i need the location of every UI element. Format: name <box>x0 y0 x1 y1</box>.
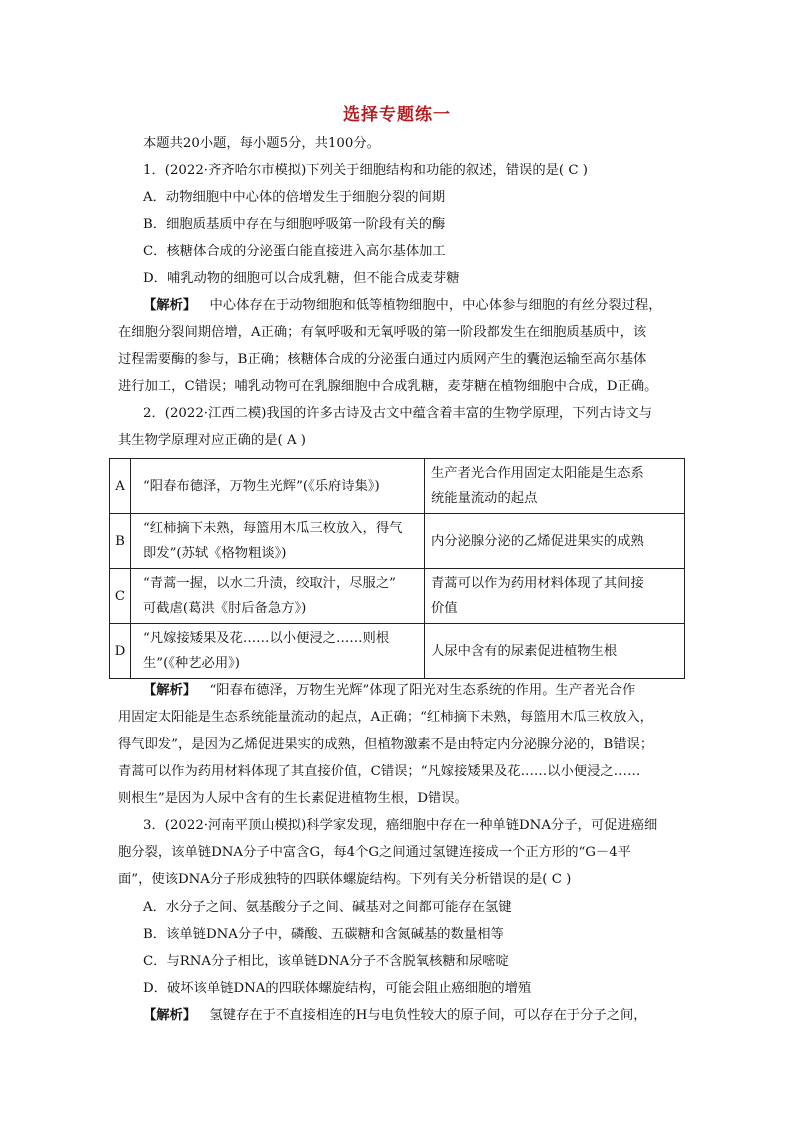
table-row <box>110 514 685 569</box>
q3-analysis-line-1 <box>143 1006 684 1026</box>
q2-analysis-line-5: 则根生”是因为人尿中含有的生长素促进植物生根，D错误。 <box>118 791 468 806</box>
q3-analysis-text-1: 氢键存在于不直接相连的H与电负性较大的原子间，可以存在于分子之间， <box>209 1008 647 1023</box>
q1-option-a: A．动物细胞中中心体的倍增发生于细胞分裂的间期 <box>143 190 446 205</box>
row-text: “凡嫁接矮果及花……以小便浸之……则根 生”(《种艺必用》) <box>131 624 425 679</box>
table-row <box>110 624 685 679</box>
q2-analysis-line-4: 青蒿可以作为药用材料体现了其直接价值，C错误；“凡嫁接矮果及花……以小便浸之…… <box>118 764 641 779</box>
q3-stem-line-3: 面”，使该DNA分子形成独特的四联体螺旋结构。下列有关分析错误的是( C ) <box>118 872 572 887</box>
row-key: C <box>110 569 131 624</box>
row-text: “红柿摘下未熟，每篮用木瓜三枚放入，得气 即发”(苏轼《格物粗谈》) <box>131 514 425 569</box>
row-principle: 青蒿可以作为药用材料体现了其间接 价值 <box>425 569 685 624</box>
q2-stem-line-1: 2．(2022·江西二模)我国的许多古诗及古文中蕴含着丰富的生物学原理，下列古诗文与 <box>143 406 652 421</box>
q3-analysis-tag: 【解析】 <box>143 1008 197 1023</box>
q3-option-a: A．水分子之间、氨基酸分子之间、碱基对之间都可能存在氢键 <box>143 900 512 915</box>
page-title: 选择专题练一 <box>343 105 451 125</box>
q1-analysis-line-2: 在细胞分裂间期倍增，A正确；有氧呼吸和无氧呼吸的第一阶段都发生在细胞质基质中，该 <box>118 325 647 340</box>
q2-analysis-tag: 【解析】 <box>143 683 197 698</box>
q1-option-d: D．哺乳动物的细胞可以合成乳糖，但不能合成麦芽糖 <box>143 271 460 286</box>
q2-analysis-text-1: “阳春布德泽，万物生光辉”体现了阳光对生态系统的作用。生产者光合作 <box>209 683 636 698</box>
q2-analysis-line-1 <box>143 681 684 701</box>
row-key: A <box>110 459 131 514</box>
q3-option-d: D．破坏该单链DNA的四联体螺旋结构，可能会阻止癌细胞的增殖 <box>143 981 532 996</box>
q1-analysis-line-4: 进行加工，C错误；哺乳动物可在乳腺细胞中合成乳糖，麦芽糖在植物细胞中合成，D正确。 <box>118 379 658 394</box>
q3-stem-line-2: 胞分裂，该单链DNA分子中富含G，每4个G之间通过氢键连接成一个正方形的“G－4平 <box>118 845 631 860</box>
q2-options-table <box>109 458 685 679</box>
row-principle: 人尿中含有的尿素促进植物生根 <box>425 624 685 679</box>
q2-analysis-line-2: 用固定太阳能是生态系统能量流动的起点，A正确；“红柿摘下未熟，每篮用木瓜三枚放入， <box>118 710 653 725</box>
q1-option-b: B．细胞质基质中存在与细胞呼吸第一阶段有关的酶 <box>143 217 446 232</box>
q3-option-b: B．该单链DNA分子中，磷酸、五碳糖和含氮碱基的数量相等 <box>143 927 504 942</box>
q3-option-c: C．与RNA分子相比，该单链DNA分子不含脱氧核糖和尿嘧啶 <box>143 954 509 969</box>
q2-analysis-line-3: 得气即发”，是因为乙烯促进果实的成熟，但植物激素不是由特定内分泌腺分泌的，B错误； <box>118 737 654 752</box>
row-key: D <box>110 624 131 679</box>
intro-text: 本题共20小题，每小题5分，共100分。 <box>143 136 380 151</box>
table-row <box>110 569 685 624</box>
row-principle: 内分泌腺分泌的乙烯促进果实的成熟 <box>425 514 685 569</box>
q2-stem-line-2: 其生物学原理对应正确的是( A ) <box>118 433 306 448</box>
row-text: “青蒿一握，以水二升渍，绞取汁，尽服之” 可截虐(葛洪《肘后备急方》) <box>131 569 425 624</box>
q1-analysis-tag: 【解析】 <box>143 298 197 313</box>
q1-analysis-line-1 <box>143 296 684 316</box>
q1-analysis-line-3: 过程需要酶的参与，B正确；核糖体合成的分泌蛋白通过内质网产生的囊泡运输至高尔基体 <box>118 352 647 367</box>
table-row <box>110 459 685 514</box>
row-text: “阳春布德泽，万物生光辉”(《乐府诗集》) <box>131 459 425 514</box>
q3-stem-line-1: 3．(2022·河南平顶山模拟)科学家发现，癌细胞中存在一种单链DNA分子，可促进癌细 <box>143 818 658 833</box>
q1-stem: 1．(2022·齐齐哈尔市模拟)下列关于细胞结构和功能的叙述，错误的是( C ) <box>143 163 588 178</box>
q1-analysis-text-1: 中心体存在于动物细胞和低等植物细胞中，中心体参与细胞的有丝分裂过程， <box>209 298 662 313</box>
q1-option-c: C．核糖体合成的分泌蛋白能直接进入高尔基体加工 <box>143 244 446 259</box>
row-principle: 生产者光合作用固定太阳能是生态系 统能量流动的起点 <box>425 459 685 514</box>
row-key: B <box>110 514 131 569</box>
